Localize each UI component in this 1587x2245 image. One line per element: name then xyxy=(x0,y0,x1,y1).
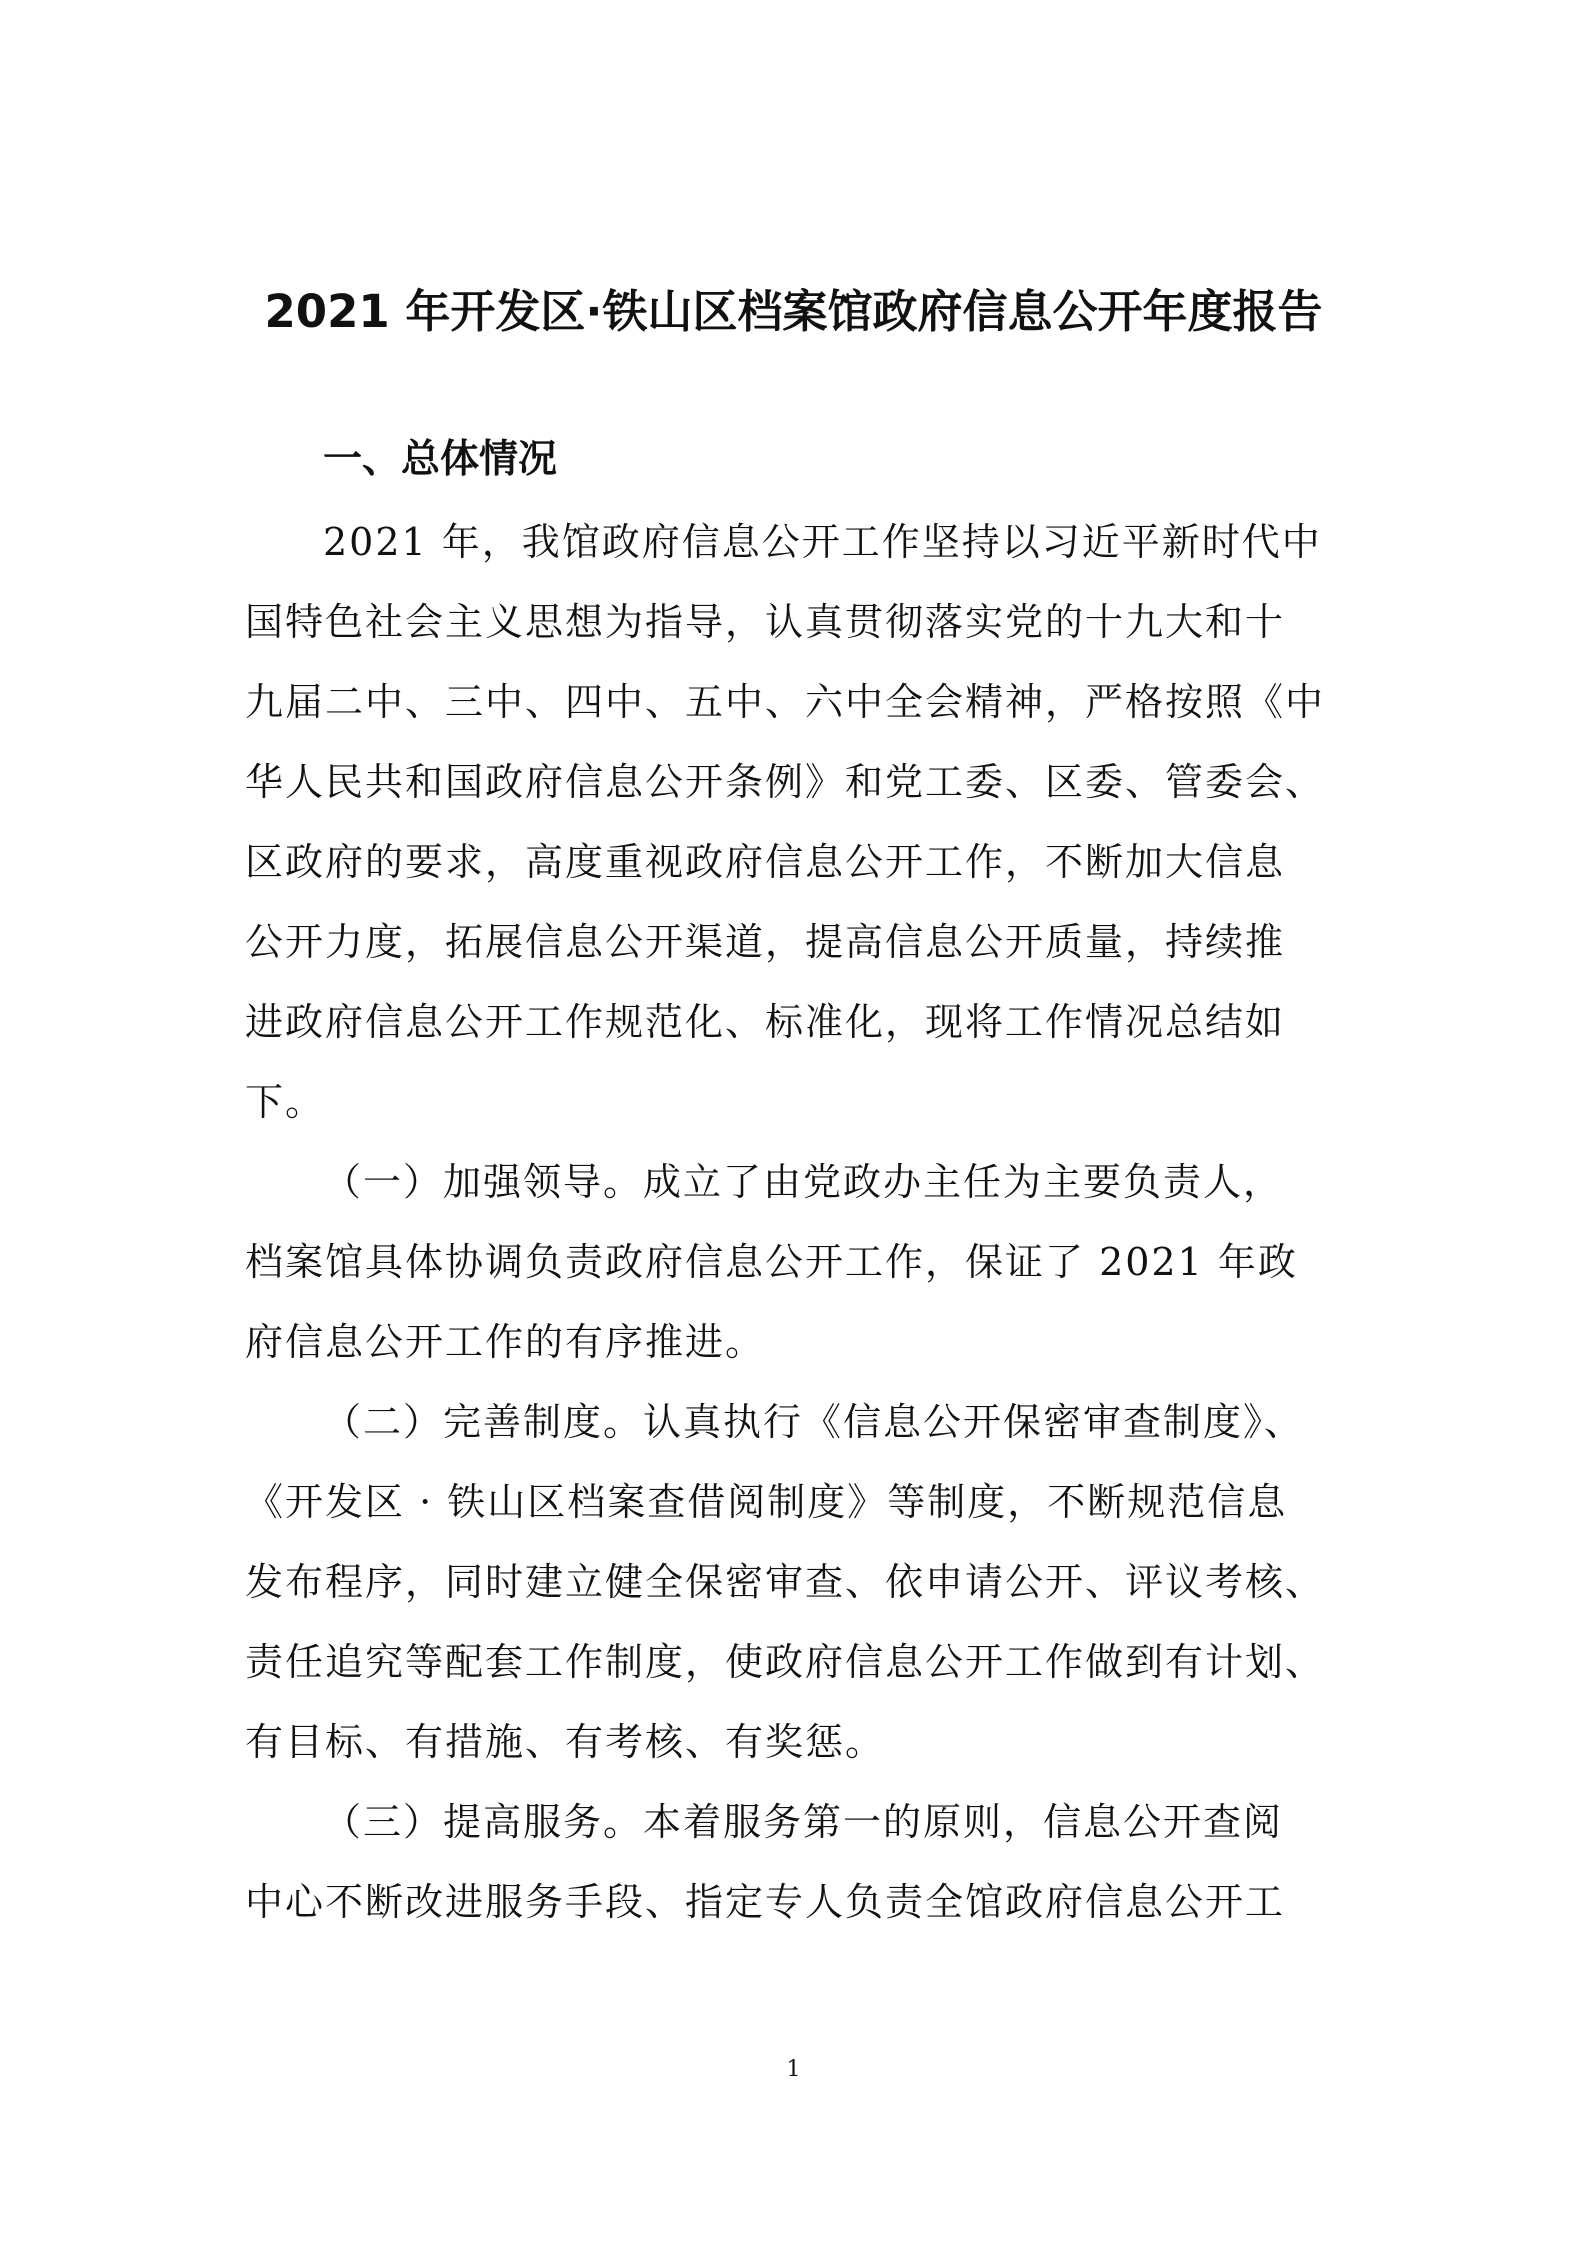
paragraph-line: 公开力度，拓展信息公开渠道，提高信息公开质量，持续推 xyxy=(245,920,1286,964)
paragraph-line: 下。 xyxy=(245,1080,326,1124)
paragraph-line: 进政府信息公开工作规范化、标准化，现将工作情况总结如 xyxy=(245,1000,1286,1044)
paragraph-line: 国特色社会主义思想为指导，认真贯彻落实党的十九大和十 xyxy=(245,600,1286,644)
document-title: 2021 年开发区·铁山区档案馆政府信息公开年度报告 xyxy=(264,285,1323,338)
paragraph-line: 发布程序，同时建立健全保密审查、依申请公开、评议考核、 xyxy=(245,1560,1326,1604)
paragraph-line: （二）完善制度。认真执行《信息公开保密审查制度》、 xyxy=(323,1400,1305,1444)
paragraph-line: 华人民共和国政府信息公开条例》和党工委、区委、管委会、 xyxy=(245,760,1326,804)
page-number: 1 xyxy=(786,2057,801,2082)
paragraph-line: 责任追究等配套工作制度，使政府信息公开工作做到有计划、 xyxy=(245,1640,1326,1684)
section-heading: 一、总体情况 xyxy=(323,437,558,482)
paragraph-line: （三）提高服务。本着服务第一的原则，信息公开查阅 xyxy=(323,1800,1284,1844)
paragraph-line: 《开发区 · 铁山区档案查借阅制度》等制度，不断规范信息 xyxy=(245,1480,1288,1524)
paragraph-line: 中心不断改进服务手段、指定专人负责全馆政府信息公开工 xyxy=(245,1880,1286,1924)
paragraph-line: 府信息公开工作的有序推进。 xyxy=(245,1320,766,1364)
paragraph-line: 区政府的要求，高度重视政府信息公开工作，不断加大信息 xyxy=(245,840,1286,884)
paragraph-line: 有目标、有措施、有考核、有奖惩。 xyxy=(245,1720,886,1764)
paragraph-line: （一）加强领导。成立了由党政办主任为主要负责人， xyxy=(323,1160,1284,1204)
paragraph-line: 档案馆具体协调负责政府信息公开工作，保证了 2021 年政 xyxy=(245,1240,1298,1284)
paragraph-line: 九届二中、三中、四中、五中、六中全会精神，严格按照《中 xyxy=(245,680,1326,724)
paragraph-line: 2021 年，我馆政府信息公开工作坚持以习近平新时代中 xyxy=(323,520,1322,564)
